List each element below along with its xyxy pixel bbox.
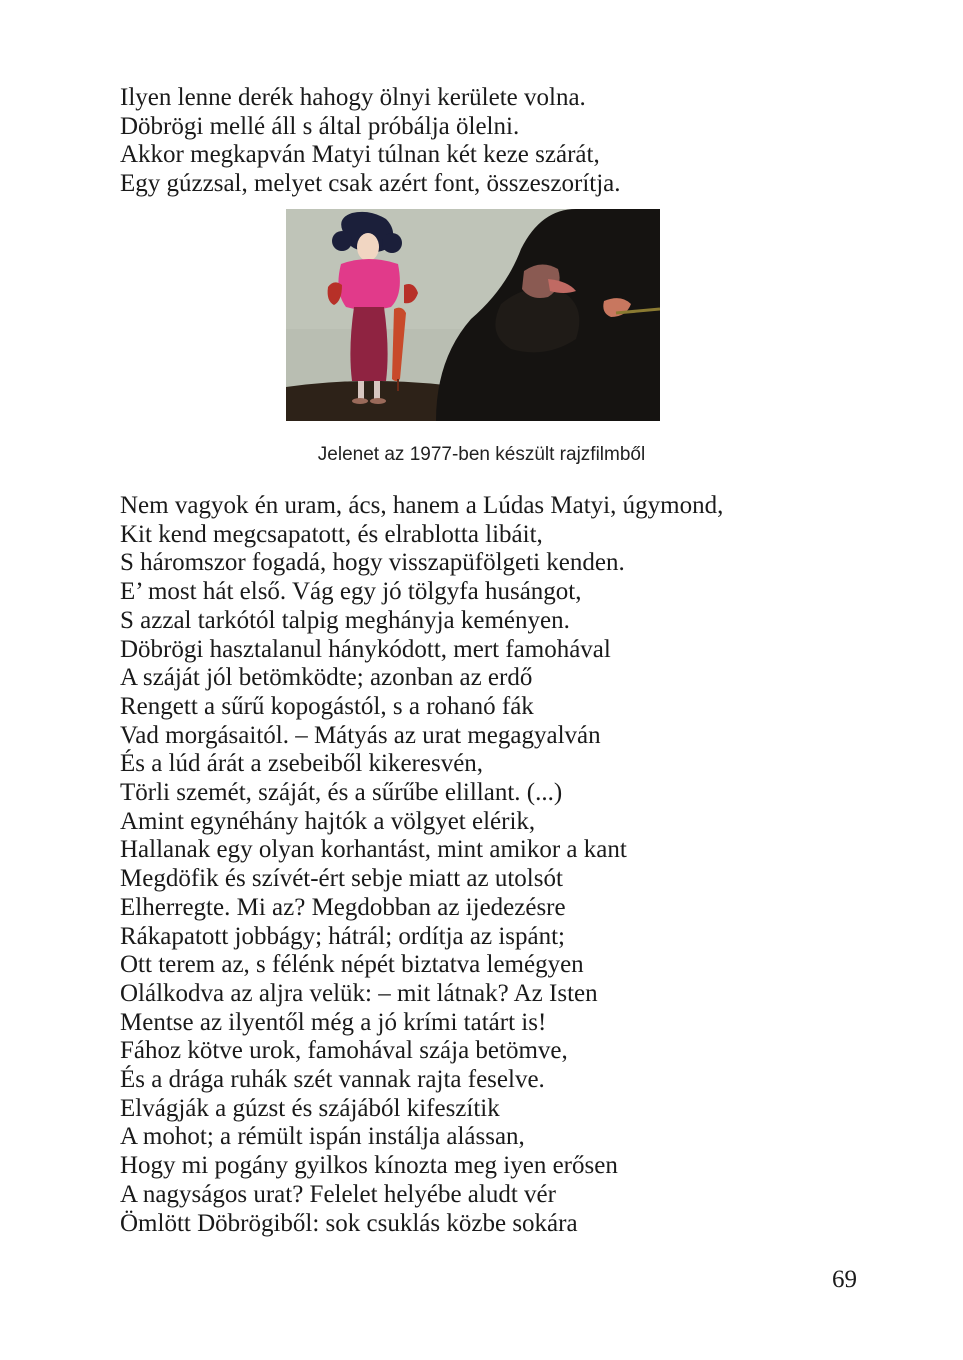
poem-line: Ilyen lenne derék hahogy ölnyi kerülete volna. (120, 84, 586, 111)
poem-line: Elherregte. Mi az? Megdobban az ijedezésre (120, 893, 566, 921)
poem-line: Rákapatott jobbágy; hátrál; ordítja az ispánt; (120, 922, 566, 950)
stanza-2 (120, 492, 723, 1238)
poem-line: Ott terem az, s félénk népét biztatva lemégyen (120, 951, 584, 979)
poem-line: Fához kötve urok, famohával szája betömve, (120, 1037, 568, 1065)
poem-line: Egy gúzzsal, melyet csak azért font, összeszorítja. (120, 170, 621, 198)
poem-line: S háromszor fogadá, hogy visszapüfölgeti kenden. (120, 549, 625, 577)
poem-line: Amint egynéhány hajtók a völgyet elérik, (120, 807, 536, 835)
image-caption: Jelenet az 1977-ben készült rajzfilmből (317, 444, 646, 465)
poem-line: Nem vagyok én uram, ács, hanem a Lúdas Matyi, úgymond, (120, 492, 724, 519)
poem-line: Rengett a sűrű kopogástól, s a rohanó fák (120, 692, 534, 720)
poem-line: Akkor megkapván Matyi túlnan két keze szárát, (120, 141, 600, 169)
poem-line: Döbrögi hasztalanul hánykódott, mert famohával (120, 635, 611, 663)
poem-line: A száját jól betömködte; azonban az erdő (120, 664, 533, 692)
page-number: 69 (832, 1266, 857, 1293)
poem-line: Megdöfik és szívét-ért sebje miatt az utolsót (120, 865, 563, 893)
poem-line: Elvágják a gúzst és szájából kifeszítik (120, 1094, 500, 1122)
poem-line: E’ most hát első. Vág egy jó tölgyfa husángot, (120, 578, 582, 606)
poem-line: S azzal tarkótól talpig meghányja keményen. (120, 606, 570, 634)
poem-line: Hogy mi pogány gyilkos kínozta meg iyen erősen (120, 1152, 618, 1180)
cartoon-scene-image (286, 209, 660, 421)
poem-line: Hallanak egy olyan korhantást, mint amikor a kant (120, 836, 627, 864)
poem-line: A mohot; a rémült ispán instálja alássan, (120, 1123, 525, 1151)
poem-line: Ömlött Döbrögiből: sok csuklás közbe sokára (120, 1209, 578, 1237)
poem-line: Olálkodva az aljra velük: – mit látnak? Az Isten (120, 979, 598, 1007)
poem-line: És a lúd árát a zsebeiből kikeresvén, (120, 750, 484, 778)
stanza-1 (120, 84, 621, 199)
cartoon-scene-drawing (286, 209, 660, 421)
poem-line: Mentse az ilyentől még a jó krími tatárt is! (120, 1008, 547, 1036)
poem-line: Vad morgásaitól. – Mátyás az urat megagyalván (120, 721, 601, 749)
poem-line: Döbrögi mellé áll s által próbálja ölelni. (120, 112, 520, 140)
poem-line: Törli szemét, száját, és a sűrűbe elillant. (...) (120, 779, 563, 807)
poem-line: És a drága ruhák szét vannak rajta feselve. (120, 1066, 545, 1094)
poem-line: A nagyságos urat? Felelet helyébe aludt vér (120, 1180, 556, 1208)
poem-line: Kit kend megcsapatott, és elrablotta libáit, (120, 520, 543, 548)
